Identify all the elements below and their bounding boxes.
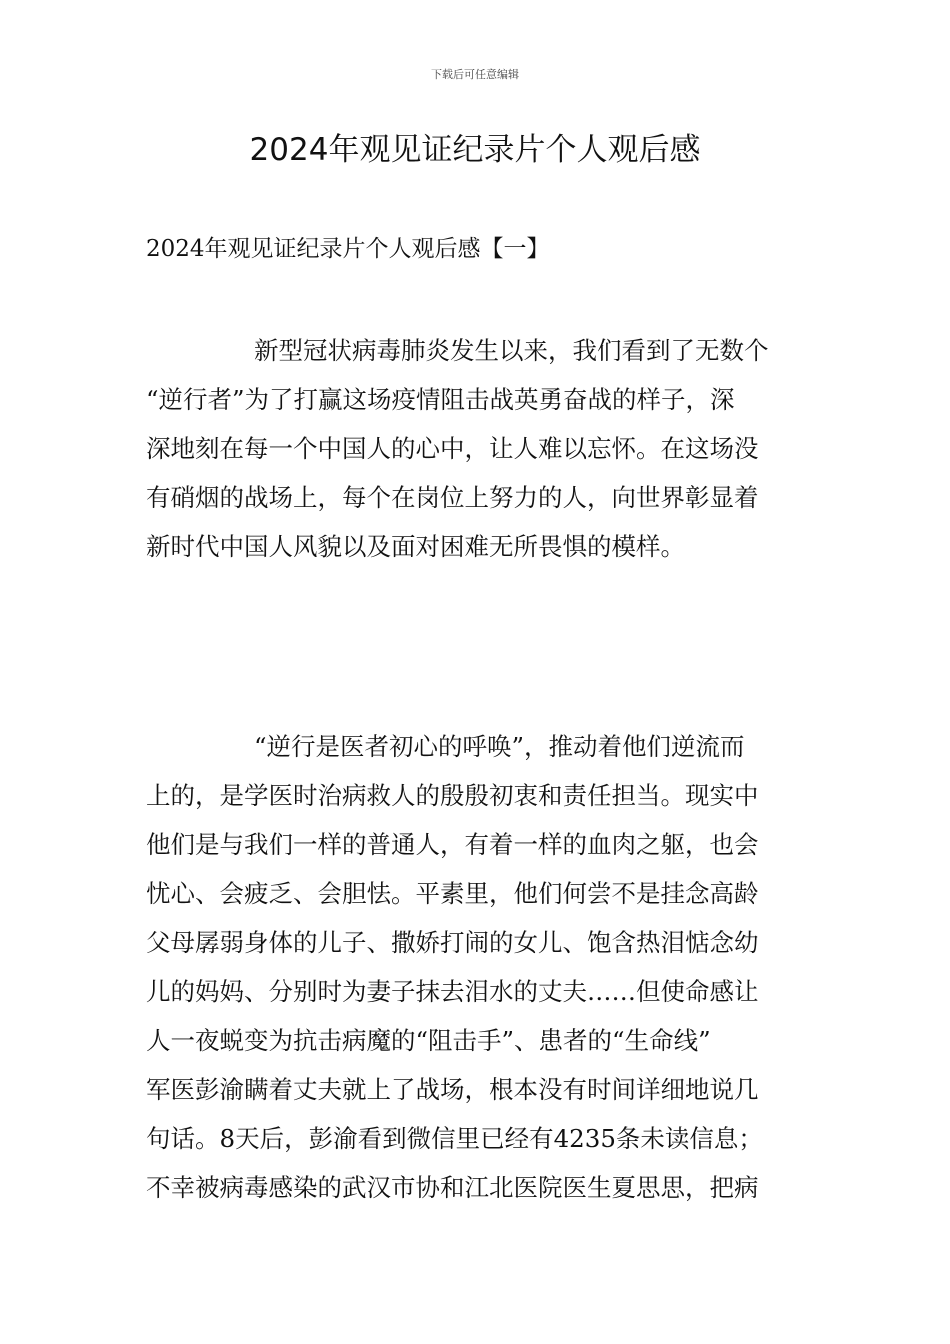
paragraph-line: 忧心、会疲乏、会胆怯。平素里，他们何尝不是挂念高龄: [146, 879, 759, 908]
paragraph-line: 新型冠状病毒肺炎发生以来，我们看到了无数个: [254, 336, 769, 365]
paragraph-line: “逆行是医者初心的呼唤”，推动着他们逆流而: [254, 732, 745, 761]
paragraph-line: 儿的妈妈、分别时为妻子抹去泪水的丈夫……但使命感让: [146, 977, 759, 1006]
paragraph-line: 深地刻在每一个中国人的心中，让人难以忘怀。在这场没: [146, 434, 759, 463]
paragraph-line: 人一夜蜕变为抗击病魔的“阻击手”、患者的“生命线”: [146, 1026, 711, 1055]
paragraph-1: [146, 326, 806, 571]
paragraph-line: 新时代中国人风貌以及面对困难无所畏惧的模样。: [146, 532, 685, 561]
document-title: 2024年观见证纪录片个人观后感: [249, 132, 701, 168]
paragraph-line: 他们是与我们一样的普通人，有着一样的血肉之躯，也会: [146, 830, 759, 859]
header-note: 下载后可任意编辑: [431, 68, 519, 81]
paragraph-2: [146, 722, 806, 1212]
section-heading: 2024年观见证纪录片个人观后感【一】: [146, 236, 550, 262]
paragraph-line: “逆行者”为了打赢这场疫情阻击战英勇奋战的样子，深: [146, 385, 735, 414]
paragraph-line: 军医彭渝瞒着丈夫就上了战场，根本没有时间详细地说几: [146, 1075, 759, 1104]
paragraph-line: 句话。8天后，彭渝看到微信里已经有4235条未读信息；: [146, 1124, 763, 1153]
paragraph-line: 有硝烟的战场上，每个在岗位上努力的人，向世界彰显着: [146, 483, 759, 512]
paragraph-line: 不幸被病毒感染的武汉市协和江北医院医生夏思思，把病: [146, 1173, 759, 1202]
paragraph-line: 父母孱弱身体的儿子、撒娇打闹的女儿、饱含热泪惦念幼: [146, 928, 759, 957]
paragraph-line: 上的，是学医时治病救人的殷殷初衷和责任担当。现实中: [146, 781, 759, 810]
